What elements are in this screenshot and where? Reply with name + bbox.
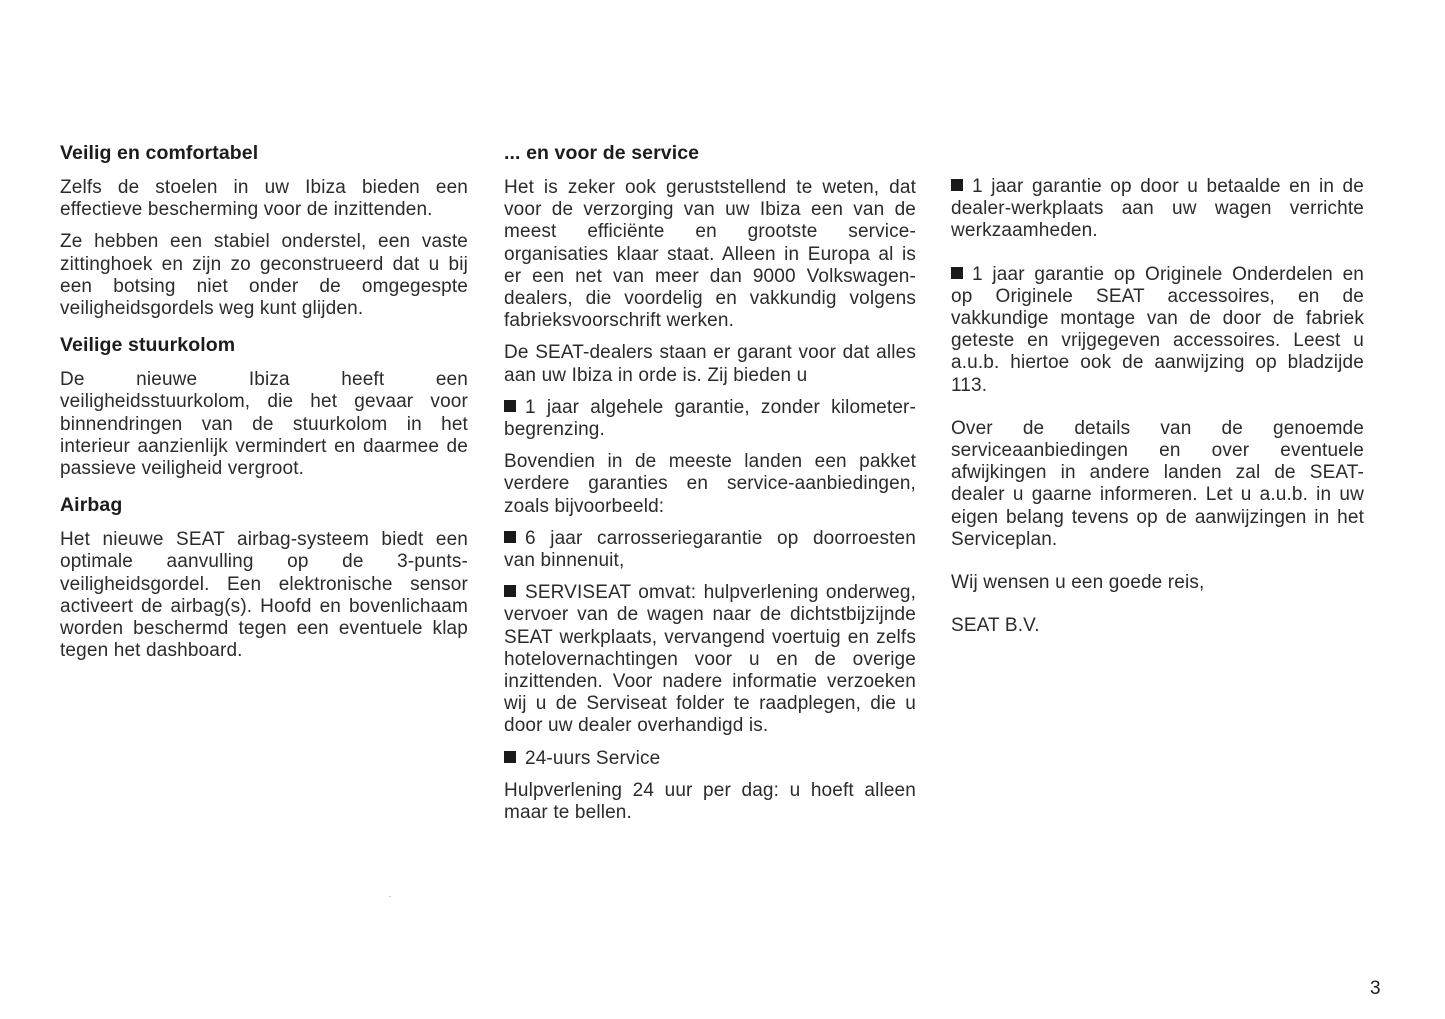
bullet-text: 1 jaar algehele garantie, zonder kilometer-begrenzing. [504,396,916,441]
square-bullet-icon [951,179,963,191]
square-bullet-icon [951,267,963,279]
paragraph: Het is zeker ook geruststellend te weten, dat voor de verzorging van uw Ibiza een van de meest efficiënte en grootste service-organisaties klaar staat. Alleen in Europa al is er een net van meer dan 9000 Volkswagen-dealers, die voordelig en vakkundig volgens fabrieksvoorschrift werken. [504,177,916,332]
column-middle [504,138,916,824]
bullet-item [504,528,916,572]
bullet-text: 24-uurs Service [525,747,661,769]
scan-speck [389,896,391,897]
bullet-item [951,264,1364,397]
bullet-item [504,397,916,441]
paragraph: Over de details van de genoemde serviceaanbiedingen en over eventuele afwijkingen in andere landen zal de SEAT-dealer u gaarne informeren. Let u a.u.b. in uw eigen belang tevens op de aanwijzingen in het Serviceplan. [951,417,1364,550]
bullet-item [951,176,1364,243]
column-right [951,138,1364,637]
bullet-text: 1 jaar garantie op door u betaalde en in de dealer-werkplaats aan uw wagen verrichte werkzaamheden. [951,176,1364,242]
square-bullet-icon [504,531,516,543]
heading-airbag: Airbag [60,494,123,517]
closing-line: Wij wensen u een goede reis, [951,572,1205,594]
bullet-text: 1 jaar garantie op Originele Onderdelen en op Originele SEAT accessoires, en de vakkundige montage van de door de fabriek geteste en vrijgegeven accessoires. Leest u a.u.b. hiertoe ook de aanwijzing op bladzijde 113. [951,263,1364,396]
paragraph: De nieuwe Ibiza heeft een veiligheidsstuurkolom, die het gevaar voor binnendringen van de stuurkolom in het interieur aanzienlijk vermindert en daarmee de passieve veiligheid vergroot. [60,369,468,480]
paragraph: Bovendien in de meeste landen een pakket verdere garanties en service-aanbiedingen, zoals bijvoorbeeld: [504,451,916,517]
paragraph: Zelfs de stoelen in uw Ibiza bieden een effectieve bescherming voor de inzittenden. [60,177,468,221]
column-left [60,138,468,662]
bullet-item [504,748,916,770]
heading-en-voor-de-service: ... en voor de service [504,142,700,164]
bullet-item [504,582,916,737]
bullet-text: SERVISEAT omvat: hulpverlening onderweg, vervoer van de wagen naar de dichtstbijzijnde SEAT werkplaats, vervangend voertuig en zelfs hotelovernachtingen voor u en de overige inzittenden. Voor nadere informatie verzoeken wij u de Serviseat folder te raadplegen, die u door uw dealer overhandigd is. [504,582,916,737]
paragraph: De SEAT-dealers staan er garant voor dat alles aan uw Ibiza in orde is. Zij bieden u [504,342,916,386]
heading-veilig-en-comfortabel: Veilig en comfortabel [60,142,259,164]
square-bullet-icon [504,585,516,597]
bullet-text: 6 jaar carrosseriegarantie op doorroesten van binnenuit, [504,527,916,572]
paragraph: Ze hebben een stabiel onderstel, een vaste zittinghoek en zijn zo geconstrueerd dat u bij een botsing niet onder de omgegespte veiligheidsgordels weg kunt glijden. [60,231,468,320]
square-bullet-icon [504,751,516,763]
signature: SEAT B.V. [951,615,1040,637]
page-number: 3 [1370,978,1381,999]
paragraph: Hulpverlening 24 uur per dag: u hoeft alleen maar te bellen. [504,779,916,824]
square-bullet-icon [504,400,516,412]
paragraph: Het nieuwe SEAT airbag-systeem biedt een optimale aanvulling op de 3-punts-veiligheidsgordel. Een elektronische sensor activeert de airbag(s). Hoofd en bovenlichaam worden beschermd tegen een eventuele klap tegen het dashboard. [60,529,468,662]
heading-veilige-stuurkolom: Veilige stuurkolom [60,334,236,357]
